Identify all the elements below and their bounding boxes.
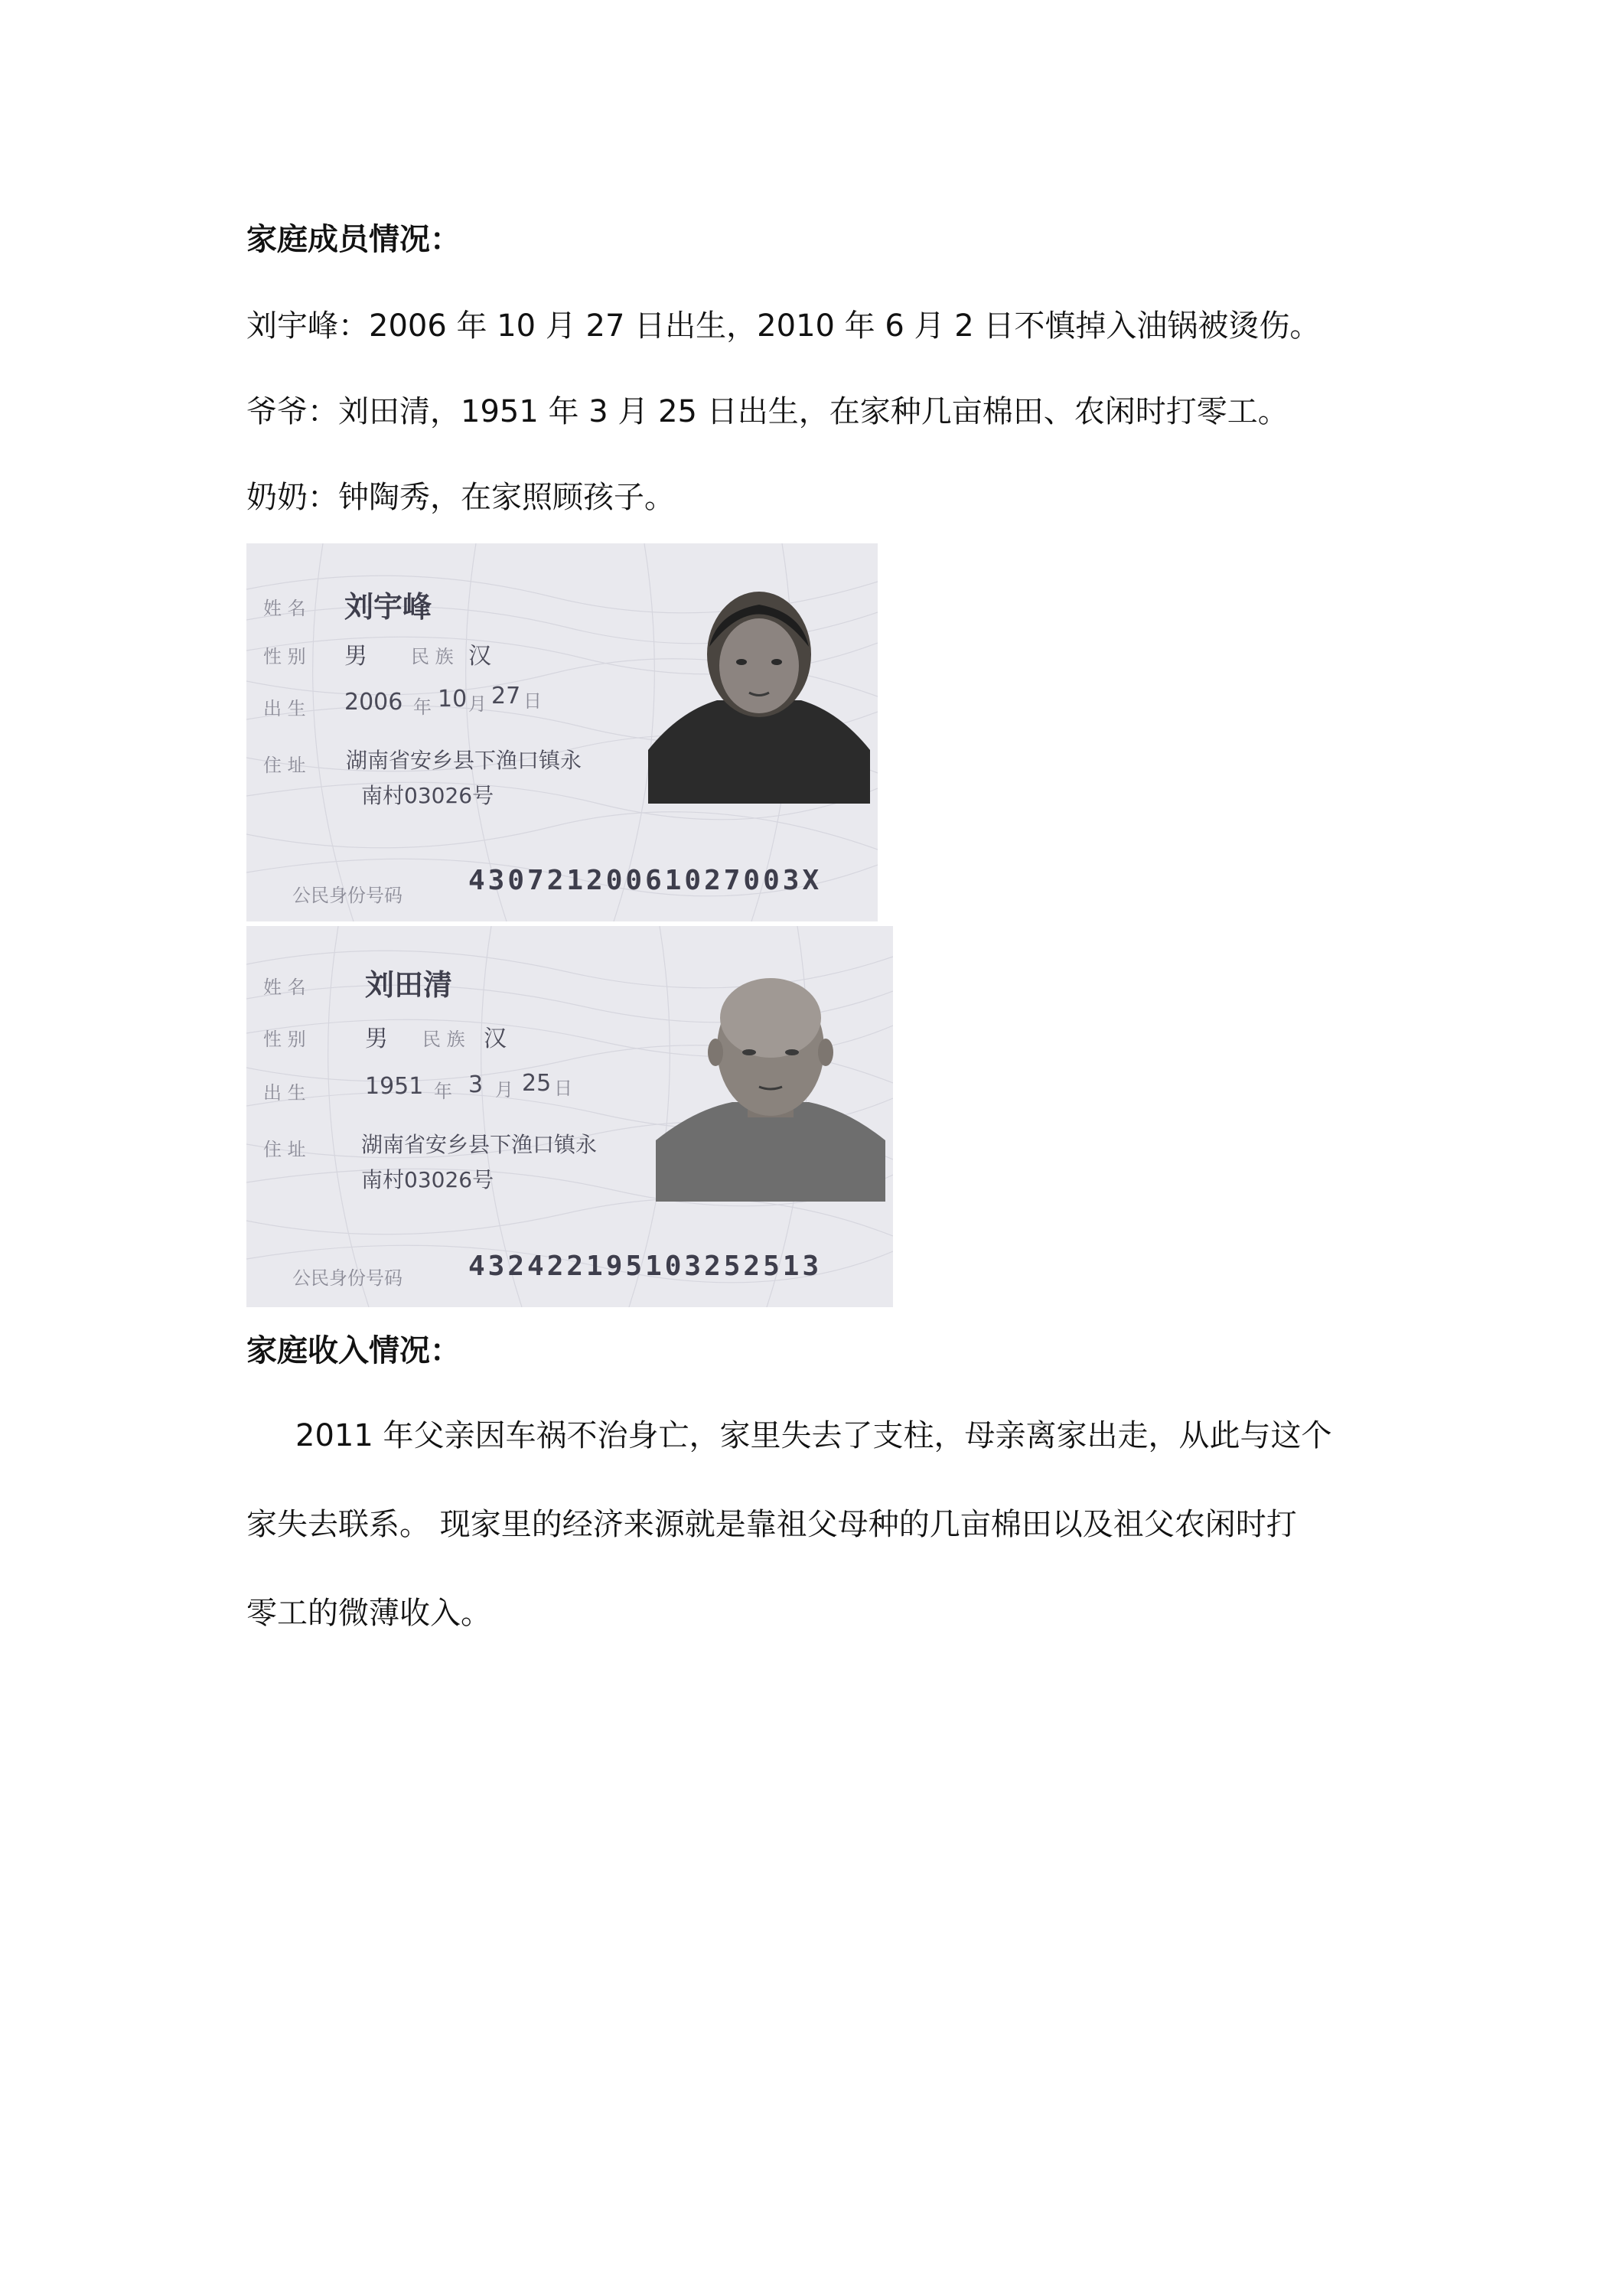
card-label-address: 住 址 xyxy=(263,755,306,776)
income-paragraph-line-3: 零工的微薄收入。 xyxy=(246,1596,491,1631)
card-label-ethnicity: 民 族 xyxy=(411,646,454,667)
id-card-scan-child xyxy=(246,543,878,921)
card-label-sex: 性 别 xyxy=(263,646,306,667)
card-birth-year-unit: 年 xyxy=(413,696,432,718)
card-sex-value: 男 xyxy=(365,1026,388,1052)
child-photo xyxy=(648,566,870,804)
card-birth-day-unit: 日 xyxy=(554,1078,572,1099)
card-birth-day-unit: 日 xyxy=(523,690,542,712)
grandfather-info-line: 爷爷：刘田清，1951 年 3 月 25 日出生，在家种几亩棉田、农闲时打零工。 xyxy=(246,394,1289,429)
card-label-birth: 出 生 xyxy=(263,1082,306,1104)
card-birth-month-unit: 月 xyxy=(468,693,487,715)
child-info-line: 刘宇峰：2006 年 10 月 27 日出生，2010 年 6 月 2 日不慎掉入油锅被烫伤。 xyxy=(246,308,1321,344)
card-label-name: 姓 名 xyxy=(263,977,306,998)
income-paragraph-line-2: 家失去联系。 现家里的经济来源就是靠祖父母种的几亩棉田以及祖父农闲时打 xyxy=(246,1507,1297,1542)
income-paragraph-line-1: 2011 年父亲因车祸不治身亡，家里失去了支柱，母亲离家出走，从此与这个 xyxy=(295,1418,1332,1453)
card-address-line1: 湖南省安乡县下渔口镇永 xyxy=(346,748,582,773)
card-id-number: 43072120061027003X xyxy=(468,865,823,896)
card-ethnicity-value: 汉 xyxy=(484,1026,507,1052)
card-label-name: 姓 名 xyxy=(263,598,306,619)
card-name-value: 刘宇峰 xyxy=(344,590,432,624)
card-label-birth: 出 生 xyxy=(263,698,306,719)
card-birth-month: 3 xyxy=(468,1071,484,1098)
card-label-ethnicity: 民 族 xyxy=(422,1029,465,1050)
card-address-line2: 南村03026号 xyxy=(361,1167,494,1192)
card-label-address: 住 址 xyxy=(263,1139,306,1160)
card-sex-value: 男 xyxy=(344,643,367,670)
grandmother-info-line: 奶奶：钟陶秀，在家照顾孩子。 xyxy=(246,480,675,515)
family-income-heading: 家庭收入情况： xyxy=(246,1333,461,1368)
card-id-number: 432422195103252513 xyxy=(468,1251,823,1282)
card-birth-year: 2006 xyxy=(344,689,403,716)
card-birth-year-unit: 年 xyxy=(434,1081,452,1102)
card-label-id: 公民身份号码 xyxy=(292,885,402,906)
card-birth-day: 25 xyxy=(522,1070,552,1097)
card-label-sex: 性 别 xyxy=(263,1029,306,1050)
grandfather-photo xyxy=(656,972,885,1202)
card-address-line2: 南村03026号 xyxy=(361,783,494,808)
card-birth-month-unit: 月 xyxy=(495,1079,513,1101)
family-members-heading: 家庭成员情况： xyxy=(246,222,461,257)
card-birth-month: 10 xyxy=(438,686,468,713)
card-address-line1: 湖南省安乡县下渔口镇永 xyxy=(361,1132,598,1157)
id-card-scan-grandfather xyxy=(246,926,893,1307)
card-label-id: 公民身份号码 xyxy=(292,1267,402,1289)
card-birth-day: 27 xyxy=(491,683,521,709)
card-birth-year: 1951 xyxy=(365,1073,424,1100)
card-ethnicity-value: 汉 xyxy=(468,643,491,670)
card-name-value: 刘田清 xyxy=(365,968,453,1002)
